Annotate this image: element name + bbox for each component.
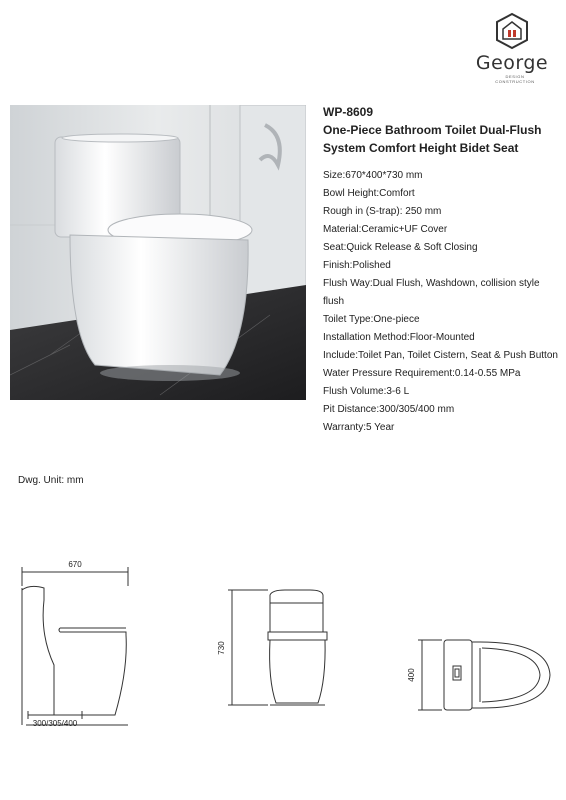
spec-item: Water Pressure Requirement:0.14-0.55 MPa [323, 368, 521, 379]
house-logo-icon [494, 12, 530, 50]
product-header [323, 103, 559, 157]
brand-name: George [475, 52, 549, 74]
front-view-drawing [228, 590, 327, 705]
brand-logo [474, 12, 550, 82]
depth-dimension: 400 [407, 668, 416, 682]
spec-item: Bowl Height:Comfort [323, 188, 415, 199]
spec-item: Flush Way:Dual Flush, Washdown, collision style flush [323, 278, 540, 307]
spec-item: Finish:Polished [323, 260, 391, 271]
spec-list [323, 167, 559, 437]
spec-item: Rough in (S-trap): 250 mm [323, 206, 442, 217]
model-number: WP-8609 [323, 105, 374, 119]
spec-item: Warranty:5 Year [323, 422, 395, 433]
height-dimension: 730 [217, 641, 226, 655]
spec-item: Material:Ceramic+UF Cover [323, 224, 448, 235]
spec-item: Pit Distance:300/305/400 mm [323, 404, 455, 415]
top-view-drawing [418, 640, 550, 710]
spec-item: Installation Method:Floor-Mounted [323, 332, 475, 343]
product-title: One-Piece Bathroom Toilet Dual-Flush System Comfort Height Bidet Seat [323, 123, 542, 155]
product-photo [10, 105, 306, 400]
brand-tagline: DESIGN CONSTRUCTION [495, 74, 535, 84]
spec-item: Seat:Quick Release & Soft Closing [323, 242, 478, 253]
spec-item: Toilet Type:One-piece [323, 314, 420, 325]
width-dimension: 670 [68, 560, 82, 569]
pit-dimension: 300/305/400 [32, 719, 78, 728]
technical-drawings [0, 540, 566, 740]
side-view-drawing [22, 567, 128, 725]
spec-item: Flush Volume:3-6 L [323, 386, 410, 397]
spec-item: Size:670*400*730 mm [323, 170, 423, 181]
spec-item: Include:Toilet Pan, Toilet Cistern, Seat & Push Button [323, 350, 558, 361]
drawing-unit-label: Dwg. Unit: mm [18, 475, 84, 486]
